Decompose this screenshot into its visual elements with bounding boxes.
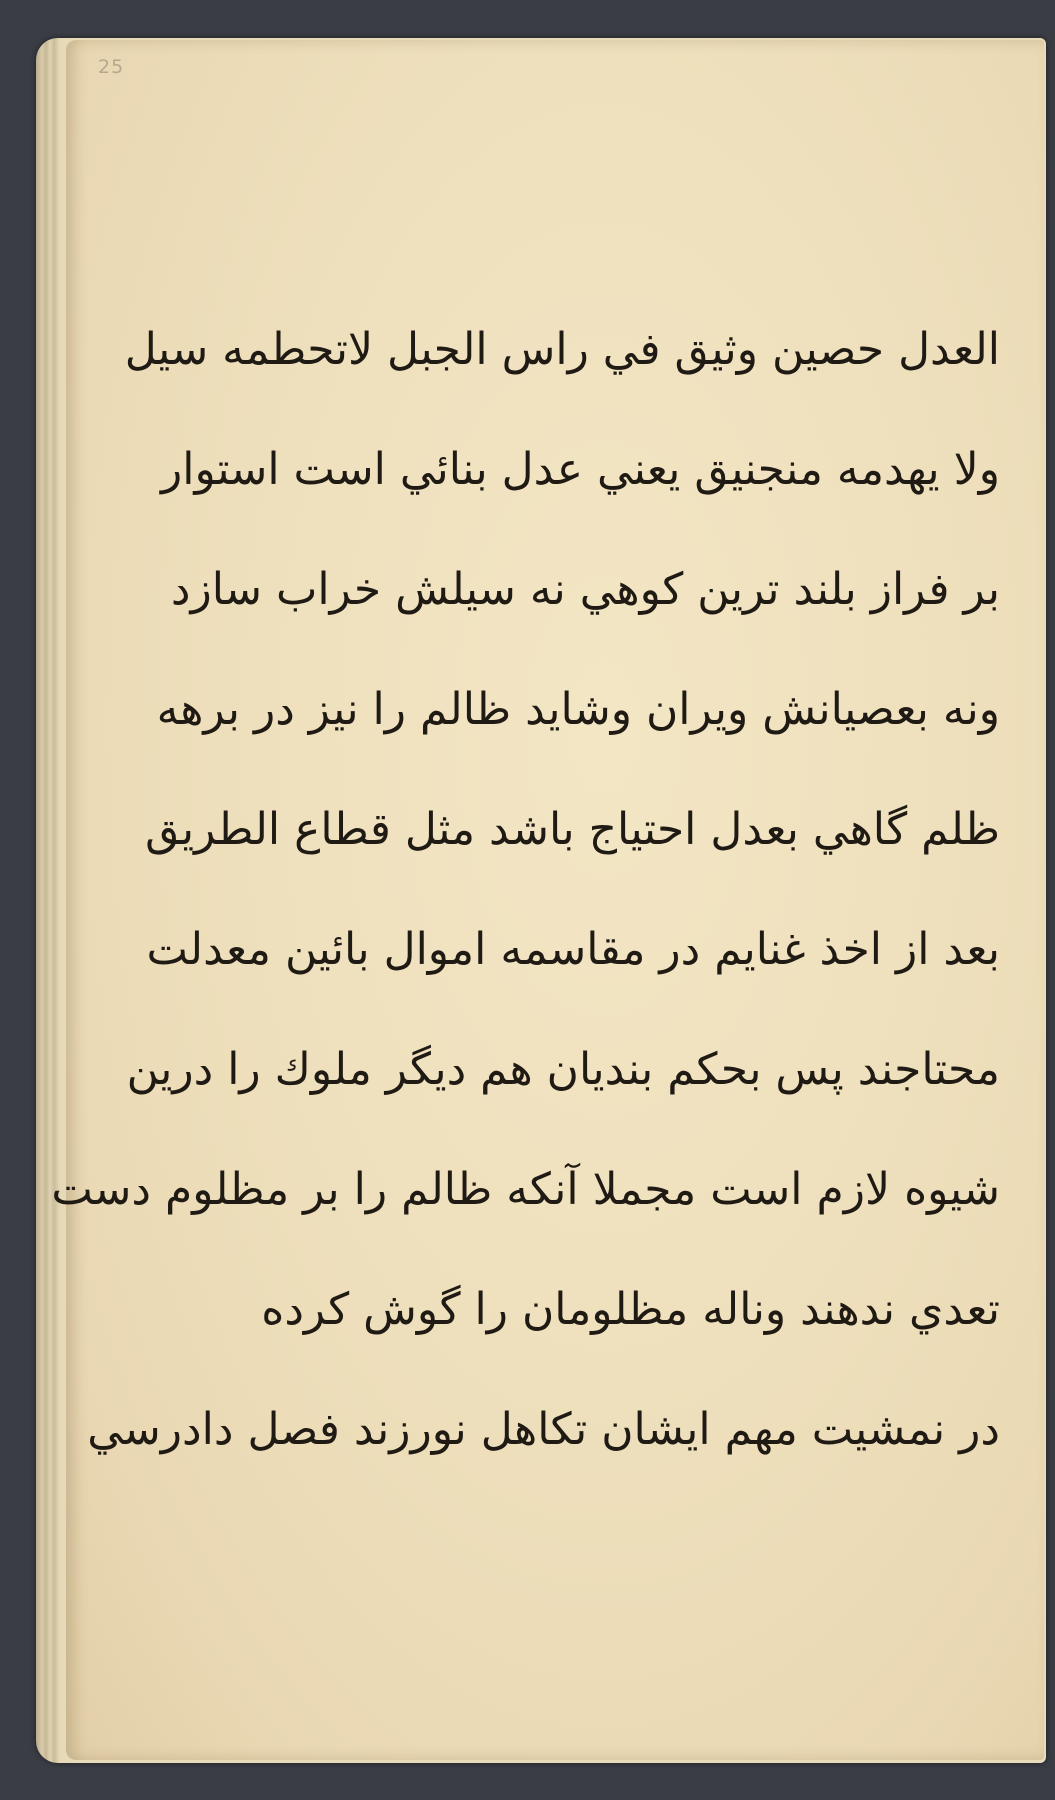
text-line: در نمشيت مهم ايشان تكاهل نورزند فصل دادرسي: [87, 1404, 1000, 1455]
text-line: بعد از اخذ غنايم در مقاسمه اموال بائين معدلت: [146, 924, 1000, 975]
text-line: تعدي ندهند وناله مظلومان را گوش كرده: [261, 1284, 1000, 1335]
text-line: ونه بعصيانش ويران وشايد ظالم را نيز در برهه: [156, 684, 1000, 735]
text-line: شيوه لازم است مجملا آنكه ظالم را بر مظلوم دست: [51, 1164, 1000, 1215]
text-line: ولا يهدمه منجنيق يعني عدل بنائي است استوار: [161, 444, 1000, 495]
page-number: 25: [98, 56, 125, 78]
text-line: العدل حصين وثيق في راس الجبل لاتحطمه سيل: [124, 324, 1000, 375]
handwritten-text-block: [51, 290, 1000, 1590]
text-line: ظلم گاهي بعدل احتياج باشد مثل قطاع الطريق: [145, 804, 1000, 855]
text-line: محتاجند پس بحكم بنديان هم ديگر ملوك را درين: [126, 1044, 1000, 1095]
text-line: بر فراز بلند ترين كوهي نه سيلش خراب سازد: [170, 564, 1000, 615]
